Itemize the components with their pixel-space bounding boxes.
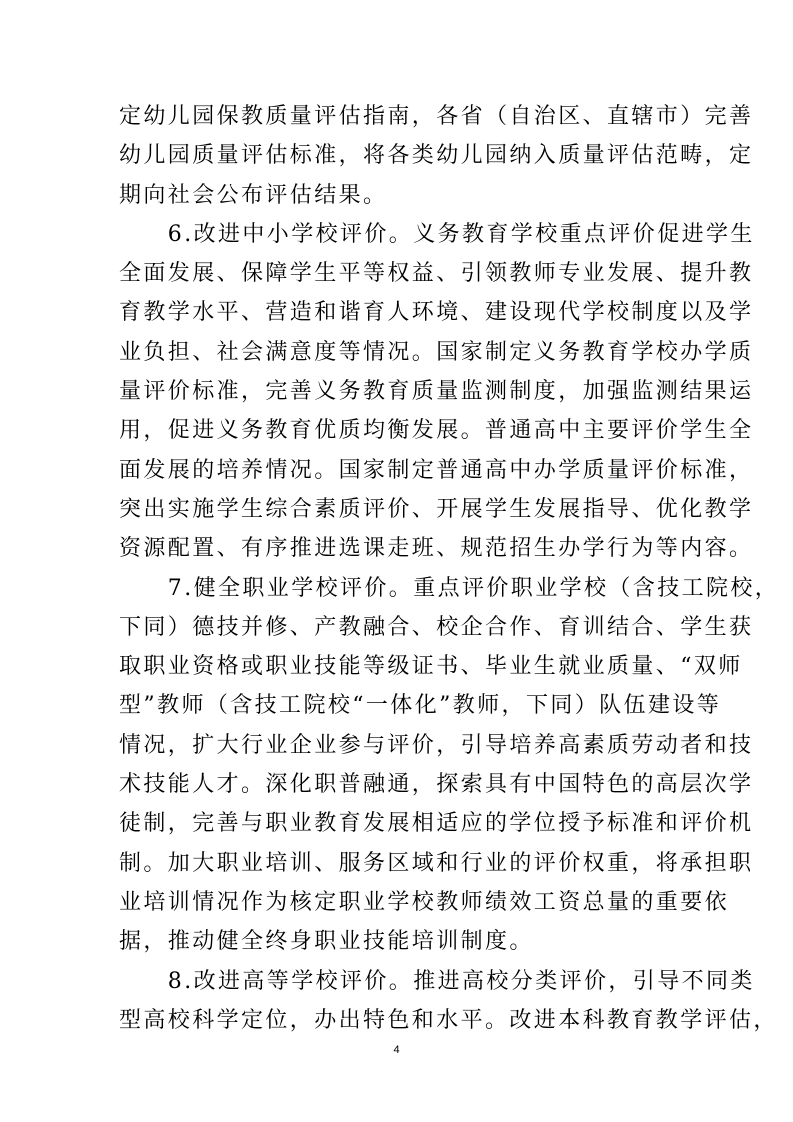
text-line: 下同）德技并修、产教融合、校企合作、育训结合、学生获 [119,614,754,640]
text-line: 期向社会公布评估结果。 [119,182,388,208]
text-line: 突出实施学生综合素质评价、开展学生发展指导、优化教学 [119,496,754,522]
text-line: 制。加大职业培训、服务区域和行业的评价权重，将承担职 [119,850,754,876]
text-line: 7.健全职业学校评价。重点评价职业学校（含技工院校， [119,575,780,601]
text-line: 情况，扩大行业企业参与评价，引导培养高素质劳动者和技 [119,732,754,758]
paragraph-item-6 [119,215,755,569]
text-line: 面发展的培养情况。国家制定普通高中办学质量评价标准， [119,457,754,483]
text-line: 全面发展、保障学生平等权益、引领教师专业发展、提升教 [119,261,754,287]
text-line: 定幼儿园保教质量评估指南，各省（自治区、直辖市）完善 [119,104,754,129]
text-line: 育教学水平、营造和谐育人环境、建设现代学校制度以及学 [119,300,754,326]
text-line: 型”教师（含技工院校“一体化”教师，下同）队伍建设等 [119,693,722,719]
text-line: 8.改进高等学校评价。推进高校分类评价，引导不同类 [119,968,755,994]
text-line: 业培训情况作为核定职业学校教师绩效工资总量的重要依 [119,889,730,915]
text-line: 徒制，完善与职业教育发展相适应的学位授予标准和评价机 [119,811,754,837]
paragraph-kindergarten-continued [119,97,754,215]
text-line: 用，促进义务教育优质均衡发展。普通高中主要评价学生全 [119,418,754,444]
text-line: 型高校科学定位，办出特色和水平。改进本科教育教学评估， [119,1007,778,1033]
text-line: 幼儿园质量评估标准，将各类幼儿园纳入质量评估范畴，定 [119,143,754,169]
paragraph-item-8 [119,962,778,1041]
document-body [119,97,780,1040]
text-line: 取职业资格或职业技能等级证书、毕业生就业质量、“双师 [119,654,743,680]
paragraph-item-7 [119,569,780,962]
text-line: 6.改进中小学校评价。义务教育学校重点评价促进学生 [119,221,755,247]
text-line: 业负担、社会满意度等情况。国家制定义务教育学校办学质 [119,339,754,365]
text-line: 据，推动健全终身职业技能培训制度。 [119,929,534,955]
page-number: 4 [393,1044,400,1056]
text-line: 量评价标准，完善义务教育质量监测制度，加强监测结果运 [119,379,754,405]
text-line: 资源配置、有序推进选课走班、规范招生办学行为等内容。 [119,536,754,562]
text-line: 术技能人才。深化职普融通，探索具有中国特色的高层次学 [119,772,754,798]
